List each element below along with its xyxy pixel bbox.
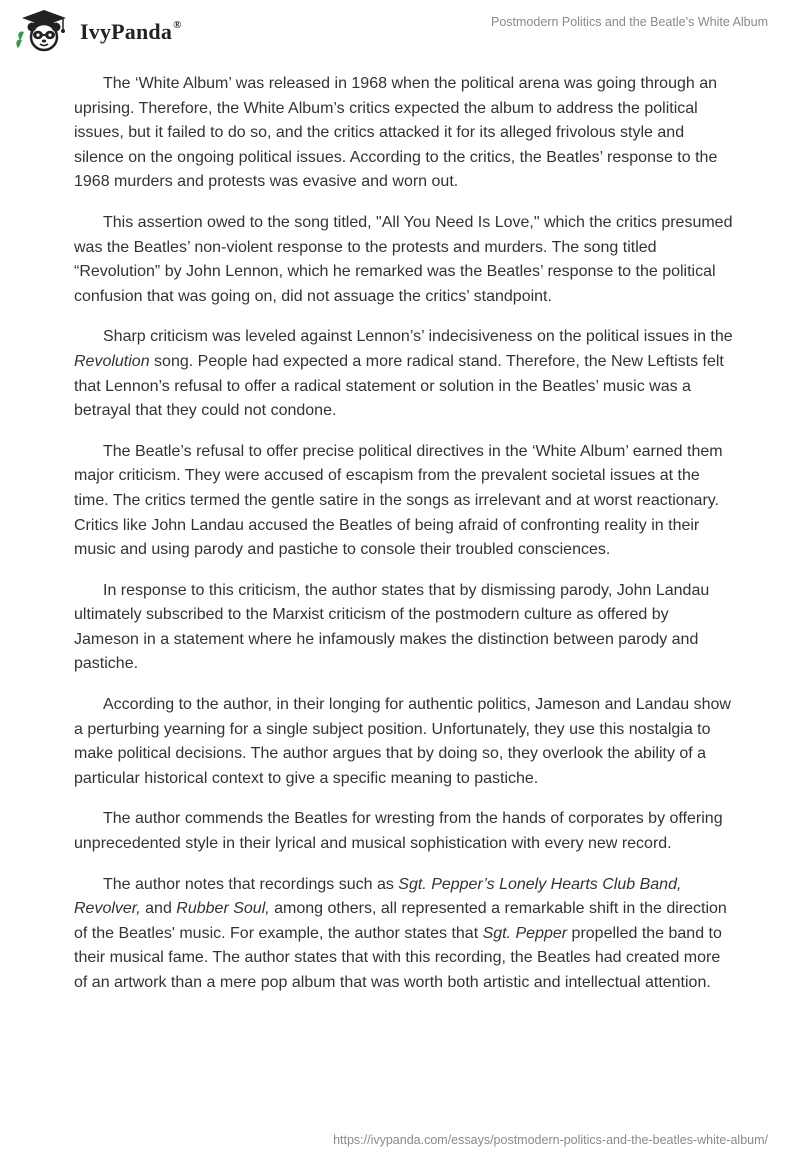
paragraph [74, 72, 734, 195]
page-header [0, 0, 800, 60]
brand-name: IvyPanda® [80, 18, 182, 44]
paragraph-text: propelled the band to their musical fame. The author states that with this recording, the Beatles had created more of an artwork than a mere pop album that was worth both artistic and intellectual attention. [74, 924, 722, 991]
essay-body [74, 72, 734, 1012]
paragraph-text: The ‘White Album’ was released in 1968 when the political arena was going through an uprising. Therefore, the White Album’s critics expected the album to address the political issues, but it failed to do so, and the critics attacked it for its alleged frivolous style and silence on the ongoing political issues. According to the critics, the Beatles’ response to the 1968 murders and protests was evasive and worn out. [74, 75, 718, 191]
paragraph-text: and [140, 900, 177, 918]
document-title: Postmodern Politics and the Beatle’s White Album [491, 15, 768, 29]
paragraph-text: The author notes that recordings such as [103, 875, 399, 893]
paragraph [74, 693, 734, 791]
paragraph [74, 211, 734, 309]
italic-title: Rubber Soul, [176, 900, 270, 918]
paragraph-text: According to the author, in their longing for authentic politics, Jameson and Landau show a perturbing yearning for a single subject position. Unfortunately, they use this nostalgia to make political decisions. The author argues that by doing so, they overlook the ability of a particular historical context to give a specific meaning to pastiche. [74, 696, 731, 787]
italic-title: Sgt. Pepper’s Lonely Hearts Club Band, Revolver, [74, 875, 682, 918]
paragraph [74, 440, 734, 563]
paragraph [74, 325, 734, 423]
italic-title: Revolution [74, 352, 150, 370]
paragraph-text: This assertion owed to the song titled, "All You Need Is Love," which the critics presumed was the Beatles’ non-violent response to the protests and murders. The song titled “Revolution” by John Lennon, which he remarked was the Beatles’ response to the political confusion that was going on, did not assuage the critics’ standpoint. [74, 213, 733, 305]
panda-logo-icon [14, 8, 74, 52]
paragraph [74, 579, 734, 677]
paragraph-text: The author commends the Beatles for wresting from the hands of corporates by offering unprecedented style in their lyrical and musical sophistication with every new record. [74, 810, 723, 853]
italic-title: Sgt. Pepper [482, 924, 568, 942]
paragraph [74, 873, 734, 996]
source-url[interactable]: https://ivypanda.com/essays/postmodern-politics-and-the-beatles-white-album/ [333, 1133, 768, 1147]
logo[interactable] [14, 8, 182, 52]
paragraph-text: In response to this criticism, the author states that by dismissing parody, John Landau ultimately subscribed to the Marxist criticism of the postmodern culture as offered by Jameson in a statement where he infamously makes the distinction between parody and pastiche. [74, 581, 710, 673]
paragraph [74, 807, 734, 856]
paragraph-text: song. People had expected a more radical stand. Therefore, the New Leftists felt that Lennon’s refusal to offer a radical statement or solution in the Beatles’ music was a betrayal that they could not condone. [74, 352, 724, 420]
paragraph-text: Sharp criticism was leveled against Lennon’s’ indecisiveness on the political issues in the [103, 328, 733, 346]
paragraph-text: among others, all represented a remarkable shift in the direction of the Beatles' music. For example, the author states that [74, 900, 727, 942]
paragraph-text: The Beatle’s refusal to offer precise political directives in the ‘White Album’ earned them major criticism. They were accused of escapism from the prevalent societal issues at the time. The critics termed the gentle satire in the songs as irrelevant and at worst reactionary. Critics like John Landau accused the Beatles of being afraid of confronting reality in their music and using parody and pastiche to console their troubled consciences. [74, 442, 723, 559]
